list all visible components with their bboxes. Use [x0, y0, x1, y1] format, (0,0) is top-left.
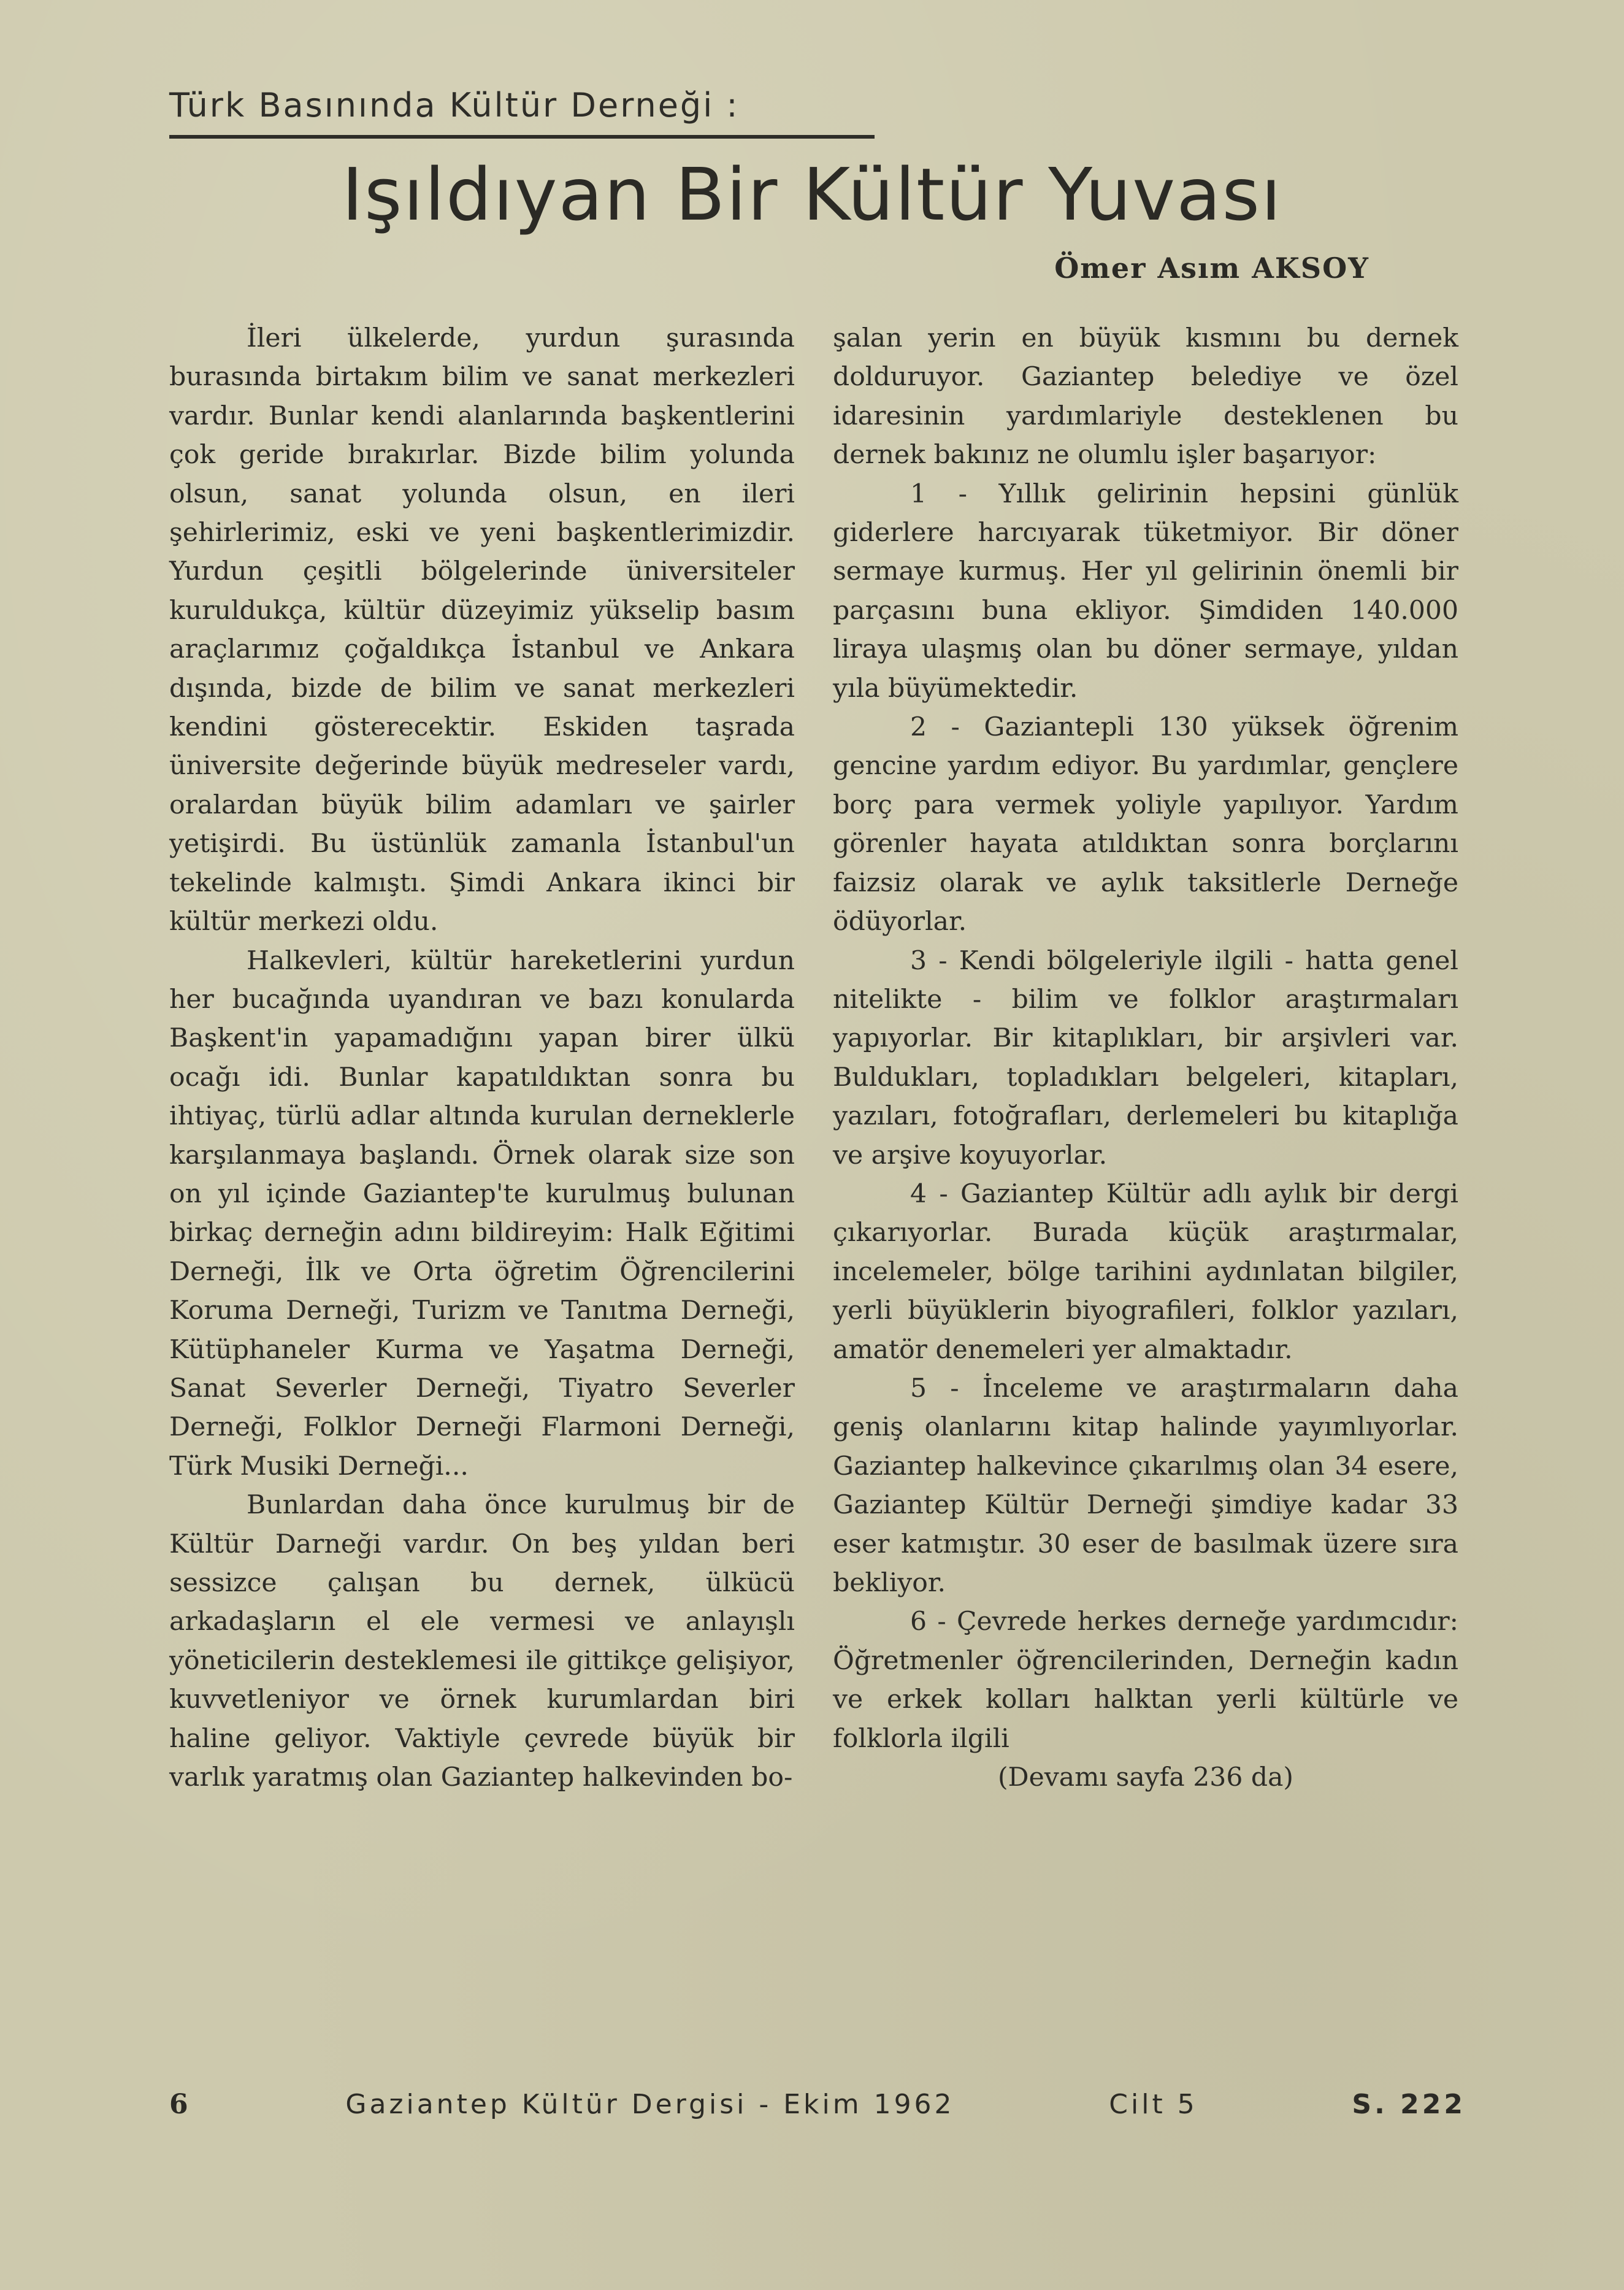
page-footer	[169, 2089, 1466, 2120]
journal-name: Gaziantep Kültür Dergisi - Ekim 1962	[345, 2089, 955, 2120]
issue-number: S. 222	[1352, 2089, 1466, 2120]
paragraph: 4 - Gaziantep Kültür adlı aylık bir dergi çıkarıyorlar. Burada küçük araştırmalar, incelemeler, bölge tarihini aydınlatan bilgiler, yerli büyüklerin biyografileri, folklor yazıları, amatör denemeleri yer almaktadır.	[833, 1178, 1458, 1365]
paragraph: 6 - Çevrede herkes derneğe yardımcıdır: Öğretmenler öğrencilerinden, Derneğin kadın ve erkek kolları halktan yerli kültürle ve folklorla ilgili	[833, 1607, 1458, 1754]
page-number: 6	[169, 2089, 191, 2120]
paragraph: İleri ülkelerde, yurdun şurasında burasında birtakım bilim ve sanat merkezleri vardır. Bunlar kendi alanlarında başkentlerini çok geride bırakırlar. Bizde bilim yolunda olsun, sanat yolunda olsun, en ileri şehirlerimiz, eski ve yeni başkentlerimizdir. Yurdun çeşitli bölgelerinde üniversiteler kuruldukça, kültür düzeyimiz yükselip basım araçlarımız çoğaldıkça İstanbul ve Ankara dışında, bizde de bilim ve sanat merkezleri kendini gösterecektir. Eskiden taşrada üniversite değerinde büyük medreseler vardı, oralardan büyük bilim adamları ve şairler yetişirdi. Bu üstünlük zamanla İstanbul'un tekelinde kalmıştı. Şimdi Ankara ikinci bir kültür merkezi oldu.	[169, 323, 795, 937]
article-title: Işıldıyan Bir Kültür Yuvası	[342, 152, 1282, 237]
paragraph: Bunlardan daha önce kurulmuş bir de Kültür Darneği vardır. On beş yıldan beri sessizce çalışan bu dernek, ülkücü arkadaşların el ele vermesi ve anlayışlı yöneticilerin desteklemesi ile gittikçe gelişiyor, kuvvetleniyor ve örnek kurumlardan biri haline geliyor. Vaktiyle çevrede büyük bir varlık yaratmış olan Gaziantep halkevinden bo-	[169, 1490, 795, 1793]
paragraph: 5 - İnceleme ve araştırmaların daha geniş olanlarını kitap halinde yayımlıyorlar. Gaziantep halkevince çıkarılmış olan 34 esere, Gaziantep Kültür Derneği şimdiye kadar 33 eser katmıştır. 30 eser de basılmak üzere sıra bekliyor.	[833, 1373, 1458, 1598]
right-column	[833, 319, 1458, 1797]
author-byline: Ömer Asım AKSOY	[1054, 252, 1369, 285]
paragraph: şalan yerin en büyük kısmını bu dernek dolduruyor. Gaziantep belediye ve özel idaresinin yardımlariyle desteklenen bu dernek bakınız ne olumlu işler başarıyor:	[833, 323, 1458, 471]
volume-label: Cilt 5	[1109, 2089, 1198, 2120]
paragraph: 2 - Gaziantepli 130 yüksek öğrenim gencine yardım ediyor. Bu yardımlar, gençlere borç para vermek yoliyle yapılıyor. Yardım görenler hayata atıldıktan sonra borçlarını faizsiz olarak ve aylık taksitlerle Derneğe ödüyorlar.	[833, 712, 1458, 937]
paragraph: 1 - Yıllık gelirinin hepsini günlük giderlere harcıyarak tüketmiyor. Bir döner sermaye kurmuş. Her yıl gelirinin önemli bir parçasını buna ekliyor. Şimdiden 140.000 liraya ulaşmış olan bu döner sermaye, yıldan yıla büyümektedir.	[833, 478, 1458, 704]
kicker-underline	[169, 135, 875, 139]
left-column	[169, 319, 795, 1797]
paragraph: Halkevleri, kültür hareketlerini yurdun her bucağında uyandıran ve bazı konularda Başkent'in yapamadığını yapan birer ülkü ocağı idi. Bunlar kapatıldıktan sonra bu ihtiyaç, türlü adlar altında kurulan derneklerle karşılanmaya başlandı. Örnek olarak size son on yıl içinde Gaziantep'te kurulmuş bulunan birkaç derneğin adını bildireyim: Halk Eğitimi Derneği, İlk ve Orta öğretim Öğrencilerini Koruma Derneği, Turizm ve Tanıtma Derneği, Kütüphaneler Kurma ve Yaşatma Derneği, Sanat Severler Derneği, Tiyatro Severler Derneği, Folklor Derneği Flarmoni Derneği, Türk Musiki Derneği...	[169, 945, 795, 1481]
section-kicker: Türk Basınında Kültür Derneği :	[169, 86, 740, 125]
continued-note: (Devamı sayfa 236 da)	[997, 1762, 1294, 1793]
paragraph: 3 - Kendi bölgeleriyle ilgili - hatta genel nitelikte - bilim ve folklor araştırmaları yapıyorlar. Bir kitaplıkları, bir arşivleri var. Buldukları, topladıkları belgeleri, kitapları, yazıları, fotoğrafları, derlemeleri bu kitaplığa ve arşive koyuyorlar.	[833, 945, 1458, 1170]
